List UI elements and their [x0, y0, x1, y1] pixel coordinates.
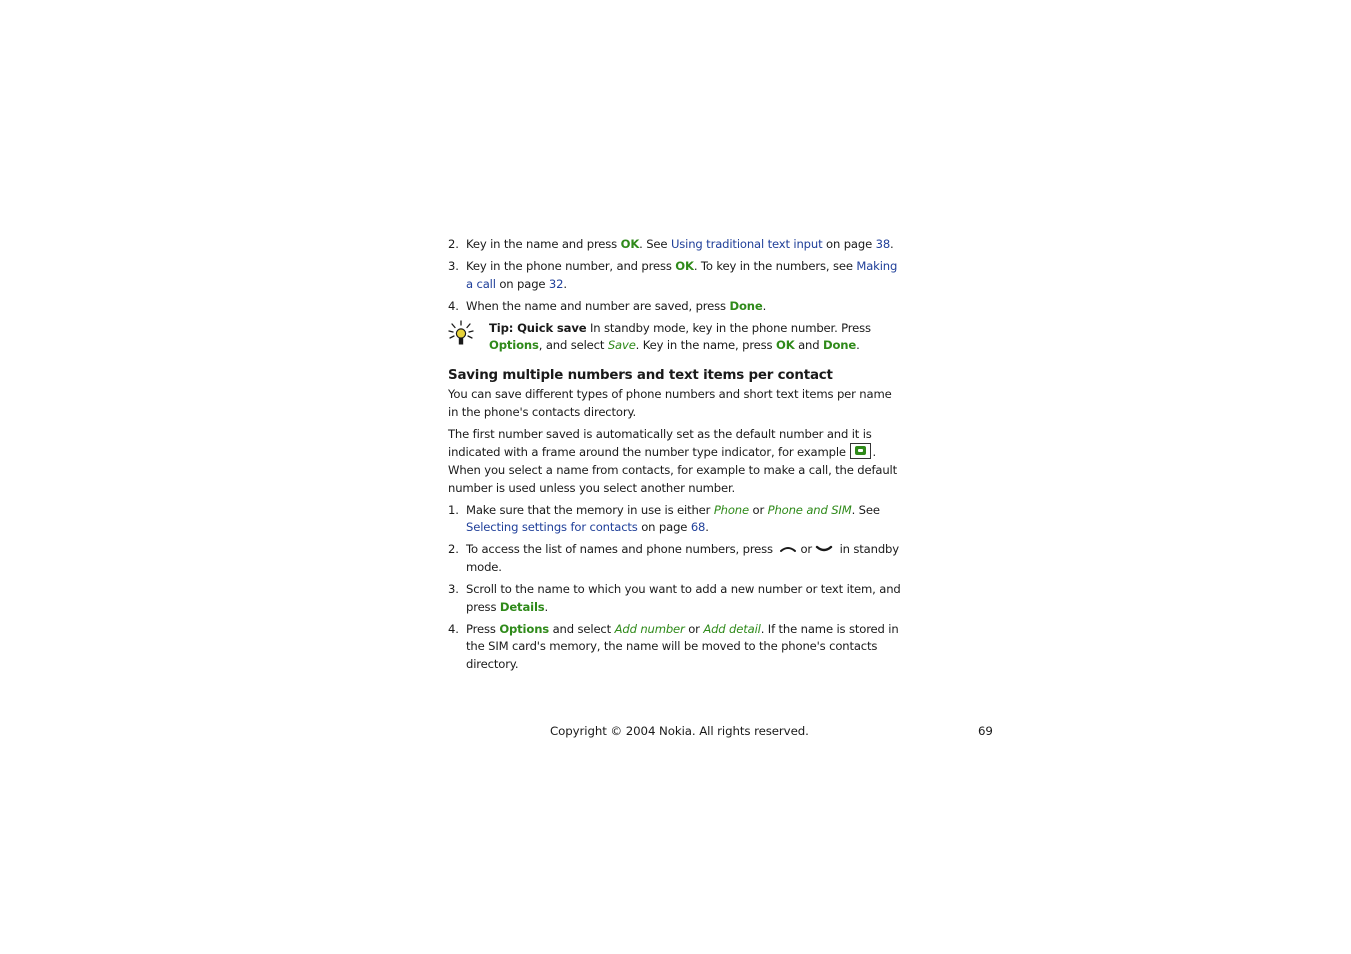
tip-text: .	[856, 338, 860, 353]
step-text: on page	[637, 520, 691, 535]
step-text: or	[684, 621, 704, 636]
cross-reference-link[interactable]: Making a call	[466, 259, 898, 291]
tip-text: . Key in the name, press	[635, 338, 776, 353]
step-text: .	[563, 276, 567, 291]
step-text: To access the list of names and phone numbers, press	[466, 542, 777, 557]
page-reference-link[interactable]: 68	[690, 520, 706, 535]
list-item	[448, 258, 904, 293]
paragraph: You can save different types of phone numbers and short text items per name in the phone's contacts directory.	[448, 387, 892, 419]
step-text: on page	[495, 276, 549, 291]
menu-option-save: Save	[607, 338, 636, 353]
step-text: .	[890, 237, 894, 251]
tip-text: In standby mode, key in the phone number. Press	[586, 320, 871, 335]
step-text: . If the name is stored in the SIM card's memory, the name will be moved to the phone's contacts directory.	[466, 621, 899, 671]
step-text: on page	[822, 237, 876, 251]
step-number: 2.	[448, 237, 459, 251]
step-text: .	[762, 298, 767, 313]
ui-term-options: Options	[489, 338, 539, 353]
tip-box	[448, 320, 904, 355]
step-text: When the name and number are saved, press	[466, 298, 730, 313]
tip-text: , and select	[538, 338, 608, 353]
ui-term-done: Done	[822, 338, 857, 353]
ui-term-options: Options	[499, 621, 550, 636]
section-heading: Saving multiple numbers and text items per contact	[448, 368, 833, 384]
step-text: or	[800, 542, 813, 557]
cross-reference-link[interactable]: Using traditional text input	[670, 237, 823, 251]
tip-title: Tip: Quick save	[489, 320, 587, 335]
framed-phone-number-type-icon	[850, 443, 871, 459]
step-number: 4.	[448, 621, 459, 636]
scroll-up-key-icon	[779, 541, 797, 549]
step-text: . See	[639, 237, 671, 251]
step-text: in standby mode.	[466, 542, 899, 574]
tip-text: and	[794, 338, 823, 353]
ui-term-details: Details	[499, 599, 545, 614]
ui-term-done: Done	[729, 298, 763, 313]
step-text: Key in the phone number, and press	[466, 259, 676, 274]
paragraph-text: . When you select a name from contacts, for example to make a call, the default number is used unless you select another number.	[448, 445, 898, 495]
step-text: .	[544, 599, 549, 614]
scroll-down-key-icon	[815, 541, 833, 549]
step-number: 2.	[448, 542, 459, 557]
menu-option-add-detail: Add detail	[703, 621, 761, 636]
step-text: . See	[851, 502, 880, 517]
menu-option-phone-and-sim: Phone and SIM	[767, 502, 852, 517]
list-item	[448, 502, 904, 537]
list-item	[448, 581, 904, 616]
step-text: Scroll to the name to which you want to add a new number or text item, and press	[466, 582, 901, 614]
step-text: Key in the name and press	[466, 237, 621, 251]
step-number: 1.	[448, 502, 459, 517]
step-number: 3.	[448, 582, 459, 596]
cross-reference-link[interactable]: Selecting settings for contacts	[466, 520, 638, 535]
paragraph	[448, 426, 904, 497]
step-text: Press	[466, 621, 500, 636]
step-text: or	[748, 502, 768, 517]
step-text: .	[705, 520, 709, 535]
ui-term-ok: OK	[620, 237, 640, 251]
step-text: and select	[549, 621, 615, 636]
step-number: 3.	[448, 259, 459, 274]
step-text: Make sure that the memory in use is either	[466, 502, 714, 517]
page-reference-link[interactable]: 38	[875, 237, 891, 251]
lightbulb-icon	[448, 320, 476, 348]
step-number: 4.	[448, 298, 459, 313]
menu-option-phone: Phone	[713, 502, 749, 517]
page-content	[448, 236, 904, 678]
ui-term-ok: OK	[775, 338, 795, 353]
page-reference-link[interactable]: 32	[548, 276, 564, 291]
menu-option-add-number: Add number	[614, 621, 685, 636]
page-number: 69	[978, 724, 993, 738]
paragraph-text: The first number saved is automatically set as the default number and it is indicated with a frame around the number type indicator, for example	[448, 426, 872, 460]
list-item	[448, 298, 904, 316]
copyright-notice: Copyright © 2004 Nokia. All rights reserved.	[550, 724, 809, 738]
list-item	[448, 541, 904, 576]
ui-term-ok: OK	[675, 259, 694, 274]
step-text: . To key in the numbers, see	[693, 259, 857, 274]
list-item	[448, 236, 904, 254]
list-item	[448, 621, 904, 674]
